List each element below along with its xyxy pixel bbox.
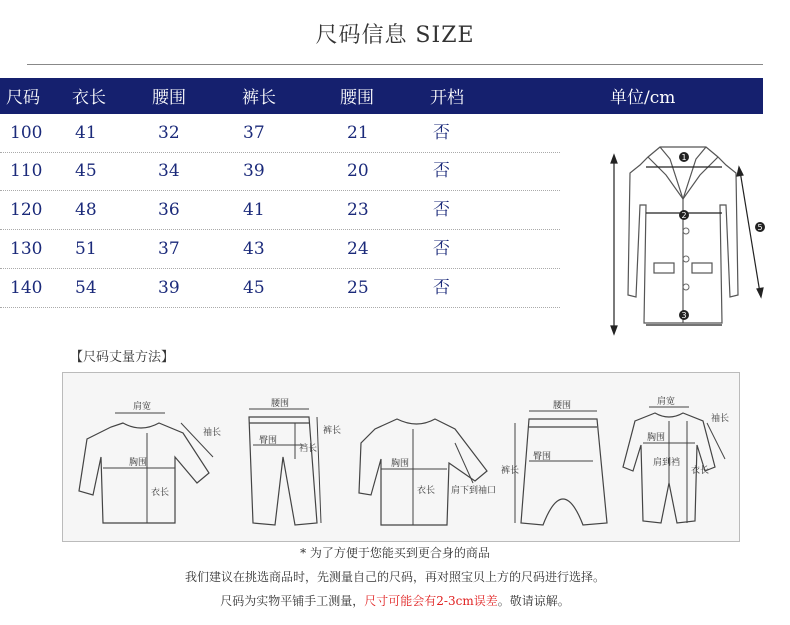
- cell-size: 120: [10, 200, 43, 220]
- cell-length: 45: [75, 161, 97, 181]
- cell-crotch: 否: [433, 123, 450, 143]
- note-warning: 尺寸可能会有2-3cm误差: [364, 594, 498, 608]
- shorts-length-label: 裤长: [501, 466, 520, 476]
- cell-waist-2: 24: [347, 239, 369, 259]
- row-divider: [0, 229, 560, 230]
- header-crotch: 开档: [430, 88, 464, 108]
- header-waist: 腰围: [152, 88, 186, 108]
- pants-length-label: 裤长: [323, 426, 342, 436]
- coat-marker-3: 3: [681, 311, 687, 320]
- header-unit: 单位/cm: [610, 88, 676, 108]
- romper-rise-label: 肩到裆: [653, 458, 681, 468]
- cell-waist: 34: [158, 161, 180, 181]
- size-table-header: [0, 78, 763, 114]
- cell-crotch: 否: [433, 278, 450, 298]
- cell-length: 54: [75, 278, 97, 298]
- cell-waist-2: 23: [347, 200, 369, 220]
- table-row: [0, 156, 560, 194]
- cell-pants-length: 43: [243, 239, 265, 259]
- table-row: [0, 195, 560, 233]
- cell-size: 130: [10, 239, 43, 259]
- row-divider: [0, 190, 560, 191]
- cell-waist-2: 20: [347, 161, 369, 181]
- cell-length: 51: [75, 239, 97, 259]
- page-title: 尺码信息 SIZE: [315, 23, 475, 48]
- shirt-shoulder-label: 肩宽: [133, 402, 152, 412]
- table-row: [0, 118, 560, 156]
- cell-length: 41: [75, 123, 97, 143]
- romper-length-label: 衣长: [691, 466, 710, 476]
- cell-crotch: 否: [433, 239, 450, 259]
- header-waist-2: 腰围: [340, 88, 374, 108]
- cell-waist: 37: [158, 239, 180, 259]
- cell-waist: 39: [158, 278, 180, 298]
- cell-waist-2: 25: [347, 278, 369, 298]
- cell-pants-length: 37: [243, 123, 265, 143]
- note-line-3-start: 尺码为实物平铺手工测量，: [220, 594, 365, 608]
- romper-shoulder-label: 肩宽: [657, 397, 676, 407]
- romper-sleeve-label: 袖长: [711, 414, 730, 424]
- shorts-waist-label: 腰围: [553, 401, 572, 411]
- header-length: 衣长: [72, 88, 106, 108]
- note-line-3-end: 。敬请谅解。: [497, 594, 570, 608]
- note-line-1: * 为了方便于您能买到更合身的商品: [300, 546, 490, 560]
- measure-method-title: 【尺码丈量方法】: [70, 350, 175, 365]
- cell-pants-length: 39: [243, 161, 265, 181]
- cell-waist: 32: [158, 123, 180, 143]
- cell-waist: 36: [158, 200, 180, 220]
- header-size: 尺码: [6, 88, 40, 108]
- table-row: [0, 273, 560, 311]
- cell-size: 100: [10, 123, 43, 143]
- romper-chest-label: 胸围: [647, 433, 666, 443]
- raglan-sleeve-label: 肩下到袖口: [451, 486, 497, 496]
- cell-crotch: 否: [433, 161, 450, 181]
- cell-pants-length: 45: [243, 278, 265, 298]
- cell-waist-2: 21: [347, 123, 369, 143]
- pants-rise-label: 裆长: [299, 444, 318, 454]
- cell-crotch: 否: [433, 200, 450, 220]
- row-divider: [0, 152, 560, 153]
- coat-marker-1: 1: [681, 153, 687, 162]
- table-row: [0, 234, 560, 272]
- header-pants-length: 裤长: [242, 88, 276, 108]
- measure-diagram-panel: [62, 372, 740, 542]
- note-line-2: 我们建议在挑选商品时，先测量自己的尺码，再对照宝贝上方的尺码进行选择。: [184, 570, 605, 584]
- measure-diagrams: [63, 373, 739, 541]
- pants-waist-label: 腰围: [271, 399, 290, 409]
- note-line-3: [0, 592, 790, 609]
- raglan-chest-label: 胸围: [391, 459, 410, 469]
- row-divider: [0, 307, 560, 308]
- shirt-length-label: 衣长: [151, 488, 170, 498]
- shirt-sleeve-label: 袖长: [203, 428, 222, 438]
- coat-marker-5: 5: [757, 223, 763, 232]
- coat-illustration: [600, 135, 780, 340]
- title-divider: [27, 64, 763, 65]
- cell-length: 48: [75, 200, 97, 220]
- cell-pants-length: 41: [243, 200, 265, 220]
- row-divider: [0, 268, 560, 269]
- shirt-chest-label: 胸围: [129, 458, 148, 468]
- coat-marker-2: 2: [681, 211, 687, 220]
- pants-hip-label: 臀围: [259, 436, 278, 446]
- shorts-hip-label: 臀围: [533, 452, 552, 462]
- raglan-length-label: 衣长: [417, 486, 436, 496]
- cell-size: 110: [10, 161, 43, 181]
- cell-size: 140: [10, 278, 43, 298]
